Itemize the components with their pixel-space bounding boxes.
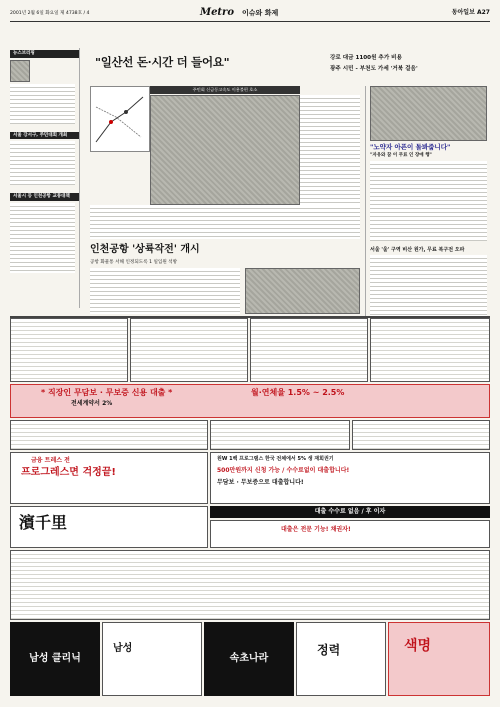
loan-sub: 전세계약서 2% <box>71 400 113 407</box>
section-name: 이슈와 화제 <box>242 9 279 17</box>
ad-tile-1: 남성 클리닉 <box>10 622 100 696</box>
right-photo <box>370 86 487 141</box>
ad-block-7 <box>352 420 490 450</box>
brand-logo: 濱千里 <box>19 513 68 532</box>
ad-block-5 <box>10 420 208 450</box>
won-line-2: 500만원까지 신청 가능 / 수수료없이 대출합니다! <box>217 467 350 474</box>
brief3-title: 서울시 등 인천공항 교통대책 <box>10 193 79 201</box>
ad-tile-4 <box>296 622 386 696</box>
issue-date: 2001년 2월 6일 화요일 제 4738호 / 4 <box>10 11 90 16</box>
news-briefing-title: 뉴스브리핑 <box>10 50 79 58</box>
main-subhead-1: 강로 대금 1100원 추가 비용 <box>330 55 402 61</box>
ad-tile-5 <box>388 622 490 696</box>
left-news-column <box>10 48 80 308</box>
briefing-text <box>10 84 75 124</box>
right-column <box>365 86 490 316</box>
promo-sub <box>210 520 490 548</box>
right-subhead: "자유와 꿈 이 무료 인 장애 행" <box>370 153 432 159</box>
main-story-text-body <box>90 205 360 239</box>
second-headline: 인천공항 '상륙작전' 개시 <box>90 244 200 255</box>
ad-tile-2 <box>102 622 202 696</box>
second-story-text <box>90 268 240 314</box>
brief3-text <box>10 203 75 273</box>
ad-tile-5-text: 색명 <box>404 638 432 654</box>
promo-line-2: 대출은 전문 기능! 채권자! <box>281 526 351 533</box>
page-header <box>10 6 490 22</box>
right-story-text <box>370 161 487 241</box>
brief2-text <box>10 141 75 185</box>
progress-ad-head: 금융 트레스 전 <box>31 457 70 464</box>
classified-ads <box>10 318 490 698</box>
section-logo: Metro <box>200 7 234 18</box>
ad-tile-4-text: 정력 <box>317 643 341 657</box>
promo-bar: 대출 수수료 없음 / 후 이자 <box>210 506 490 518</box>
won-line-1: 원W 1백 프로그램스 한국 전체에서 5% 생 재회권기 <box>217 456 334 462</box>
ad-block-6 <box>210 420 350 450</box>
main-headline: "일산선 돈·시간 더 들어요" <box>95 55 230 69</box>
classified-grid <box>10 550 490 620</box>
right-story2-title: 서울 '울' 구역 비산 원가, 무료 복구전 오파 <box>370 246 465 253</box>
ad-block-2 <box>130 318 248 382</box>
photo-caption-bar: 주민회 신금동고속도 이용불편 호소 <box>150 86 300 94</box>
loan-banner <box>10 384 490 418</box>
won-line-3: 무담보 · 무보증으로 대출합니다! <box>217 479 304 486</box>
right-headline: "노약자 아픈이 돌봐줍니다" <box>370 143 451 151</box>
won-ad <box>210 452 490 504</box>
main-subhead-2: 광주 시민 - 부천도 가세 '거북 걸음' <box>330 66 418 72</box>
right-story2-text <box>370 255 487 319</box>
loan-headline: * 직장인 무담보 · 무보증 신용 대출 * <box>41 388 173 397</box>
ad-tile-2-text: 남성 <box>113 643 133 654</box>
portrait-photo <box>10 60 30 82</box>
loan-rate: 월·연체율 1.5% ~ 2.5% <box>251 388 345 397</box>
airport-photo <box>245 268 360 314</box>
page-number: 동아일보 A27 <box>451 9 490 16</box>
second-subhead: 공항 화물통 서해 인정되도록 1 일입원 석방 <box>90 260 178 265</box>
ad-block-1 <box>10 318 128 382</box>
ad-tile-3: 속초나라 <box>204 622 294 696</box>
route-map-graphic <box>90 86 150 152</box>
progress-ad <box>10 452 208 504</box>
progress-ad-title: 프로그레스면 걱정끝! <box>21 467 116 478</box>
brand-ad <box>10 506 208 548</box>
ad-block-4 <box>370 318 490 382</box>
main-story-photo <box>150 95 300 205</box>
ad-block-3 <box>250 318 368 382</box>
main-story-text-col1 <box>300 95 360 205</box>
brief2-title: 서울 강서구, 주민대회 개최 <box>10 132 79 140</box>
